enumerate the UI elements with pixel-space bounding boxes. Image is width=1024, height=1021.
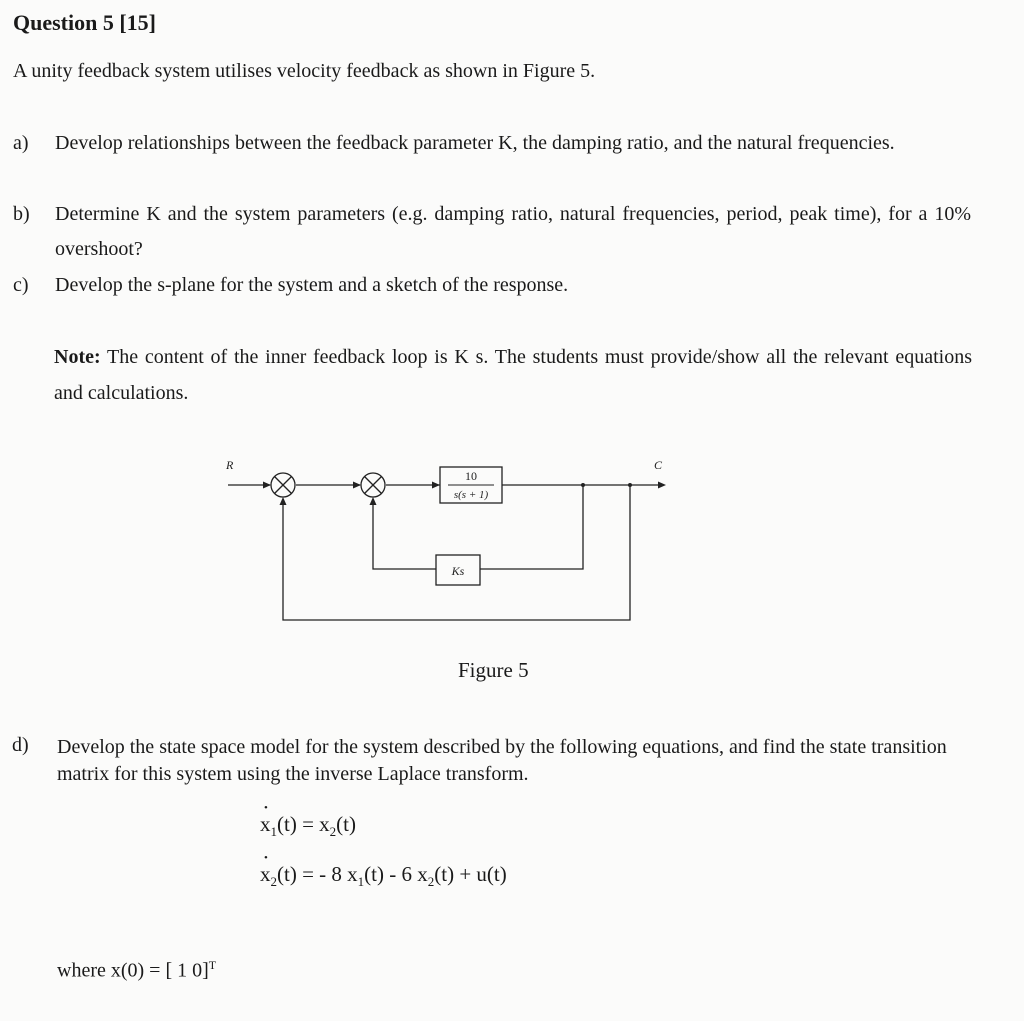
intro-text: A unity feedback system utilises velocity feedback as shown in Figure 5. [13,60,596,82]
inner-loop-forward-line [480,485,583,569]
arrow-into-sum1 [263,482,271,489]
part-a [13,126,973,198]
outer-takeoff-point [628,483,632,487]
arrow-output [658,482,666,489]
arrow-into-sum2 [353,482,361,489]
note-label: Note: [54,346,101,368]
feedback-block-label: Ks [451,564,465,578]
state-equation-2: x $•_2(t)$ = - 8 $x_1(t) - 6$ $x_2(t) + u(t)$ [260,862,507,890]
output-label: C [654,458,663,472]
question-heading: Question 5 [15] [13,10,156,35]
initial-condition: where x(0) = [ 1 0]$^T$ [57,958,217,982]
arrow-outer-feedback [280,497,287,505]
part-c-label: c) [13,274,29,296]
arrow-inner-feedback [370,497,377,505]
eq1-lhs-var: x • [260,812,271,837]
note-text: The content of the inner feedback loop is K s. The students must provide/show all the relevant equations and calculations. [54,346,972,404]
part-a-text: Develop relationships between the feedback parameter K, the damping ratio, and the natural frequencies. [55,132,895,154]
part-c [13,268,973,304]
input-label: R [226,458,234,472]
part-c-text: Develop the s-plane for the system and a sketch of the response. [55,274,569,296]
note-paragraph [54,339,972,411]
part-b-text: Determine K and the system parameters (e.g. damping ratio, natural frequencies, period, peak time), for a 10% overshoot? [55,203,971,260]
part-b-label: b) [13,203,30,225]
block-diagram [200,445,680,635]
eq2-lhs-var: x • [260,862,271,887]
part-a-label: a) [13,132,29,154]
state-equation-1: x $•_1(t) = x_2(t)$ [260,812,356,840]
plant-denominator: s(s + 1) [453,489,489,501]
part-b [13,197,973,269]
part-d-text: Develop the state space model for the system described by the following equations, and find the state transition matrix for this system using the inverse Laplace transform. [57,736,947,785]
arrow-into-plant [432,482,440,489]
inner-loop-return-line [373,501,436,569]
part-d-label: d) [12,734,29,756]
inner-takeoff-point [581,483,585,487]
outer-feedback-line [283,485,630,620]
plant-numerator: 10 [465,469,477,483]
figure-caption: Figure 5 [458,658,529,682]
